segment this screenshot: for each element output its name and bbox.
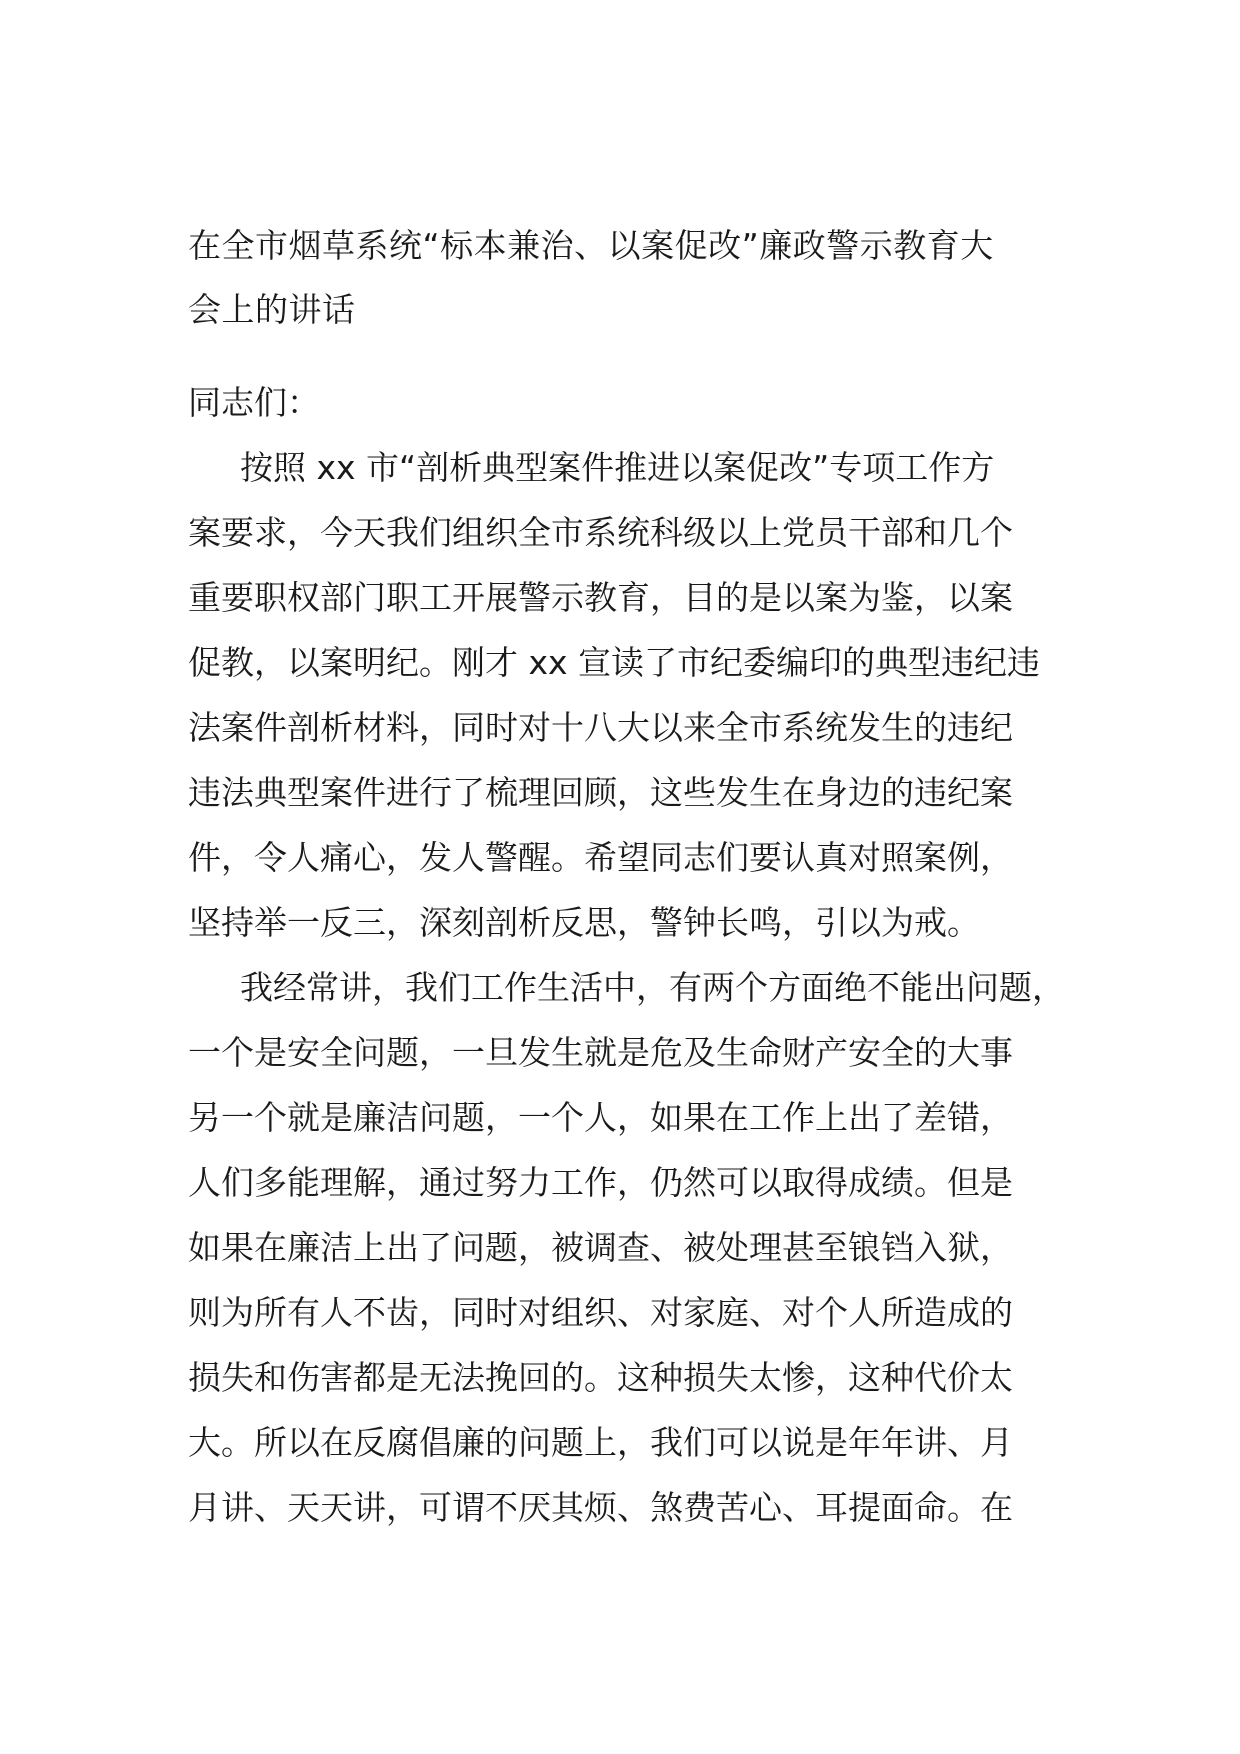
document-title bbox=[188, 214, 1058, 342]
text-line: 人们多能理解，通过努力工作，仍然可以取得成绩。但是 bbox=[188, 1163, 1013, 1202]
text-line: 我经常讲，我们工作生活中，有两个方面绝不能出问题， bbox=[240, 968, 1065, 1007]
paragraph-1 bbox=[188, 435, 1068, 955]
text-line: 违法典型案件进行了梳理回顾，这些发生在身边的违纪案 bbox=[188, 773, 1013, 812]
text-line: 件，令人痛心，发人警醒。希望同志们要认真对照案例， bbox=[188, 838, 1013, 877]
text-line: 大。所以在反腐倡廉的问题上，我们可以说是年年讲、月 bbox=[188, 1423, 1013, 1462]
text-line: 损失和伤害都是无法挽回的。这种损失太惨，这种代价太 bbox=[188, 1358, 1013, 1397]
text-line: 月讲、天天讲，可谓不厌其烦、煞费苦心、耳提面命。在 bbox=[188, 1488, 1013, 1527]
text-line: 促教，以案明纪。刚才 xx 宣读了市纪委编印的典型违纪违 bbox=[188, 643, 1041, 682]
text-line: 重要职权部门职工开展警示教育，目的是以案为鉴，以案 bbox=[188, 578, 1013, 617]
text-line: 另一个就是廉洁问题，一个人，如果在工作上出了差错， bbox=[188, 1098, 1013, 1137]
text-line: 案要求，今天我们组织全市系统科级以上党员干部和几个 bbox=[188, 513, 1013, 552]
title-line: 会上的讲话 bbox=[188, 290, 356, 329]
document-body bbox=[188, 435, 1068, 1540]
title-line: 在全市烟草系统“标本兼治、以案促改”廉政警示教育大 bbox=[188, 226, 994, 265]
text-line: 法案件剖析材料，同时对十八大以来全市系统发生的违纪 bbox=[188, 708, 1013, 747]
text-line: 则为所有人不齿，同时对组织、对家庭、对个人所造成的 bbox=[188, 1293, 1013, 1332]
text-line: 坚持举一反三，深刻剖析反思，警钟长鸣，引以为戒。 bbox=[188, 903, 980, 942]
text-line: 如果在廉洁上出了问题，被调查、被处理甚至锒铛入狱， bbox=[188, 1228, 1013, 1267]
text-line: 按照 xx 市“剖析典型案件推进以案促改”专项工作方 bbox=[240, 448, 995, 487]
greeting: 同志们： bbox=[188, 383, 320, 422]
text-line: 一个是安全问题，一旦发生就是危及生命财产安全的大事 bbox=[188, 1033, 1013, 1072]
paragraph-2 bbox=[188, 955, 1068, 1540]
